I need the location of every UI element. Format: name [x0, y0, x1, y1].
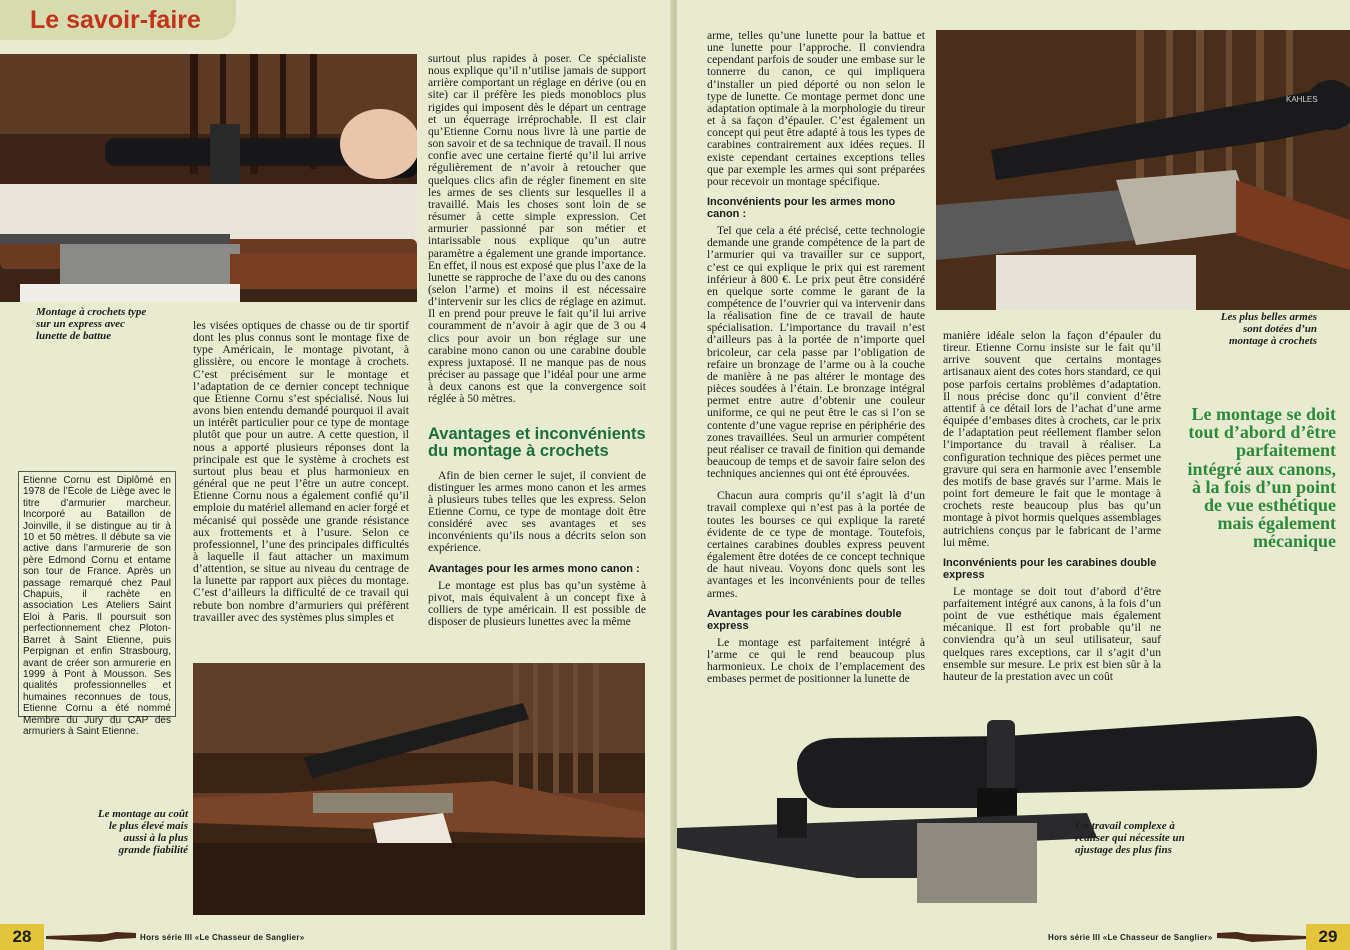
photo-zeiss-scope-art [677, 708, 1317, 918]
photo-zeiss-scope [677, 708, 1317, 918]
body-paragraph: Le montage se doit tout d’abord d’être parfaitement intégré aux canons, à la fois d’un point de vue esthétique mais également mécanique. Il est fort probable qu’il ne conviendra qu’à un seul utilisateur, sauf quelques rares exceptions, car il s’agit d’un ensemble sur mesure. Le prix est bien sûr à la hauteur de la prestation avec un coût [943, 584, 1161, 683]
section-rubric [0, 0, 236, 40]
rubric-label: Le savoir-faire [30, 6, 201, 34]
body-paragraph: Tel que cela a été précisé, cette technologie demande une grande compétence de la part de l’armurier qui va travailler sur ce support, c’est ce qui explique le prix qui est rarement inférieur à 800 €. Le prix peut être considéré en quelque sorte comme le garant de la compétence de l’ouvrier qui va intervenir dans la réalisation fine de ce travail de haute spécialisation. L’importance du travail n’est d’ailleurs pas à la portée de n’importe quel bricoleur, car cela passe par l’obligation de refaire un bronzage de l’arme ou à la couche de manière à ne pas altérer le montage des pièces soudées à l’étain. Le bronzage intégral permet entre autre d’obtenir une couleur uniforme, ce qui ne peut être le cas si l’on se contente d’une vague reprise en périphérie des zones travaillées. Seul un armurier compétent peut réaliser ce travail de finition qui demande beaucoup de temps et de savoir faire selon des techniques anciennes qui ont été éprouvées. [707, 224, 925, 481]
body-paragraph: Chacun aura compris qu’il s’agit là d’un travail complexe qui n’est pas à la portée de toutes les bourses ce qui explique la rareté évidente de ce type de montage. Toutefois, certaines carabines doubles express peuvent également être dotées de ce concept technique de haut niveau. Voyons donc quels sont les avantages et les inconvénients pour de telles armes. [707, 489, 925, 600]
caption-line: montage à crochets [1229, 335, 1317, 347]
body-paragraph: Le montage est parfaitement intégré à l’arme ce qui le rend beaucoup plus harmonieux. Le choix de l’emplacement des embases permet de positionner la lunette de [707, 635, 925, 686]
body-paragraph: Afin de bien cerner le sujet, il convient de distinguer les armes mono canon et les armes à plusieurs tubes telles que les express. Selon Etienne Cornu, ce type de montage doit être considéré avec ses avantages et ses inconvénients qu’ils nous a décrits selon son expérience. [428, 468, 646, 555]
body-paragraph: surtout plus rapides à poser. Ce spécialiste nous explique qu’il n’utilise jamais de support arrière comportant un réglage en dérive (ou en site) car il préfère les pieds monoblocs plus rigides qui imposent dès le départ un centrage et un équerrage irréprochable. Il est clair qu’Etienne Cornu nous livre là une partie de son savoir et de sa technique de travail. Il nous confie avec une certaine fierté qu’il lui arrive régulièrement de n’avoir à retoucher que quelques clics afin de régler finement en site les armes de ses clients sur lesquelles il a travaillé. Mais les choses sont loin de se résumer à cette simple expression. Cet armurier passionné par son métier et intarissable nous explique qu’un autre paramètre a également une grande importance. En effet, il nous est exposé que plus l’axe de la lunette se rapproche de l’axe du ou des canons (selon l’arme) et moins il est nécessaire d’intervenir sur les clics de réglage en azimut. Il en prend pour preuve le fait qu’il lui arrive couramment de n’avoir à agir que de 3 ou 4 clics pour avoir un bon réglage sur une carabine mono canon ou une carabine double express juxtaposé. Il ne manque pas de nous préciser au passage que l’idéal pour une arme à deux canons est que la convergence soit réglée à 50 mètres. [428, 52, 646, 406]
section-heading: Avantages et inconvénients du montage à crochets [428, 424, 646, 460]
photo-double-rifle-art [193, 663, 645, 915]
body-paragraph: arme, telles qu’une lunette pour la battue et une lunette pour l’approche. Il conviendra cependant parfois de souder une embase sur le tonnerre du canon, ce qui impliquera d’installer un pied déporté ou non selon le type de lunette. Ce montage permet donc une adaptation optimale à la morphologie du tireur et à sa façon d’épauler. C’est également un concept qui peut être adapté à tous les types de carabines contrairement aux idées reçues. Il existe cependant certaines exceptions telles que par exemple les armes qui sont préparées pour recevoir un montage spécifique. [707, 29, 925, 188]
subheading: Inconvénients pour les carabines double express [943, 556, 1157, 581]
subheading: Inconvénients pour les armes mono canon : [707, 196, 896, 221]
caption-line: aussi à la plus [123, 832, 188, 844]
rifle-footer-icon [46, 930, 136, 944]
photo-double-rifle [193, 663, 645, 915]
left-column-1 [193, 320, 409, 624]
page-number-left: 28 [0, 924, 44, 950]
caption-line: Un travail complexe à [1075, 820, 1175, 832]
photo-engraved-rifle [936, 30, 1350, 310]
photo-scope-express-art [0, 54, 417, 302]
caption-top-left [36, 306, 186, 342]
subheading: Avantages pour les carabines double express [707, 607, 902, 632]
left-page [0, 0, 673, 950]
body-paragraph: les visées optiques de chasse ou de tir sportif dont les plus connus sont le montage fixe de type Américain, le montage pivotant, à glissière, ou encore le montage à crochets. C’est précisément sur le montage et l’adaptation de ce dernier concept technique que Etienne Cornu s’est spécialisé. Nous lui avons bien entendu demandé pourquoi il avait un intérêt particulier pour ce type de montage plutôt que pour un autre. A cette question, il nous a apporté plusieurs réponses dont la principale est que le système à crochets est surtout plus beau et plus harmonieux en général que ne peut l’être un autre concept. Etienne Cornu nous a également confié qu’il emploie du matériel allemand en acier forgé et mécanisé qui possède une grande résistance aux frottements et à l’usure. Selon ce professionnel, l’une des principales difficultés à laquelle il faut attacher un maximum d’attention, se situe au niveau du centrage de la lunette par rapport aux pièces du montage. C’est d’ailleurs la difficulté de ce travail qui rebute bon nombre d’armuriers qui préfèrent travailler avec des systèmes plus simples et [193, 319, 409, 624]
caption-line: le plus élevé mais [108, 820, 188, 832]
pull-quote: Le montage se doit tout d’abord d’être parfaitement intégré aux canons, à la fois d’un point de vue esthétique mais également mécanique [1187, 404, 1336, 552]
right-column-1 [707, 30, 925, 685]
caption-line: sur un express avec [36, 318, 125, 330]
caption-line: réaliser qui nécessite un [1075, 832, 1185, 844]
caption-line: Le montage au coût [97, 808, 188, 820]
caption-line: Montage à crochets type [36, 306, 147, 318]
caption-bottom-right [1075, 820, 1235, 856]
caption-line: ajustage des plus fins [1075, 844, 1172, 856]
subheading: Avantages pour les armes mono canon : [428, 562, 640, 575]
footer-title-right: Hors série III «Le Chasseur de Sanglier» [1048, 933, 1213, 942]
caption-line: lunette de battue [36, 330, 112, 342]
caption-line: Les plus belles armes [1220, 311, 1317, 323]
caption-bottom-left [40, 808, 188, 856]
photo-scope-express [0, 54, 417, 302]
body-paragraph: Le montage est plus bas qu’un système à pivot, mais équivalent à un concept fixe à colliers de type américain. Il est possible de disposer de plusieurs lunettes avec la même [428, 578, 646, 629]
bio-box: Etienne Cornu est Diplômé en 1978 de l’Ecole de Liège avec le titre d’armurier marcheur. Incorporé au Bataillon de Joinville, il se distingue au tir à 10 et 50 mètres. Il débute sa vie active dans l’armurerie de son père Edmond Cornu et entame son tour de France. Après un passage remarqué chez Paul Chapuis, il rachète en association Les Ateliers Saint Eloi à Paris. Il poursuit son perfectionnement chez Ploton-Barret à Saint Etienne, puis Perpignan et enfin Strasbourg, avant de créer son armurerie en 1999 à Pont à Mousson. Ses qualités professionnelles et humaines reconnues de tous, Etienne Cornu a été nommé Membre du Jury du CAP des armuriers à Saint Etienne. [18, 471, 176, 717]
footer-title-left: Hors série III «Le Chasseur de Sanglier» [140, 933, 305, 942]
body-paragraph: manière idéale selon la façon d’épauler du tireur. Etienne Cornu insiste sur le fait qu’il arrive souvent que certains montages artisanaux aient des cotes hors standard, ce qui pose parfois certains problèmes d’adaptation. Il nous précise donc qu’il convient d’être attentif à ce détail lors de l’achat d’une arme équipée d’embases dites à crochets, car le prix de l’adaptation peut réellement flamber selon l’importance du travail à réaliser. La configuration technique des pièces permet une gravure qui sera en harmonie avec l’ensemble des motifs de base gravés sur l’arme. Mais le point fort demeure le fait que le montage à crochets reste beaucoup plus bas qu’un montage à pivot hormis quelques assemblages autrichiens conçus par le fabricant de l’arme lui même. [943, 329, 1161, 549]
photo-engraved-rifle-art [936, 30, 1350, 310]
left-column-2 [428, 53, 646, 628]
page-number-right: 29 [1306, 924, 1350, 950]
caption-line: grande fiabilité [118, 844, 188, 856]
rifle-footer-icon [1217, 930, 1307, 944]
right-column-2 [943, 330, 1161, 683]
caption-line: sont dotées d’un [1243, 323, 1317, 335]
scope-brand-label: KAHLES [1286, 95, 1318, 104]
caption-top-right [1177, 311, 1317, 347]
